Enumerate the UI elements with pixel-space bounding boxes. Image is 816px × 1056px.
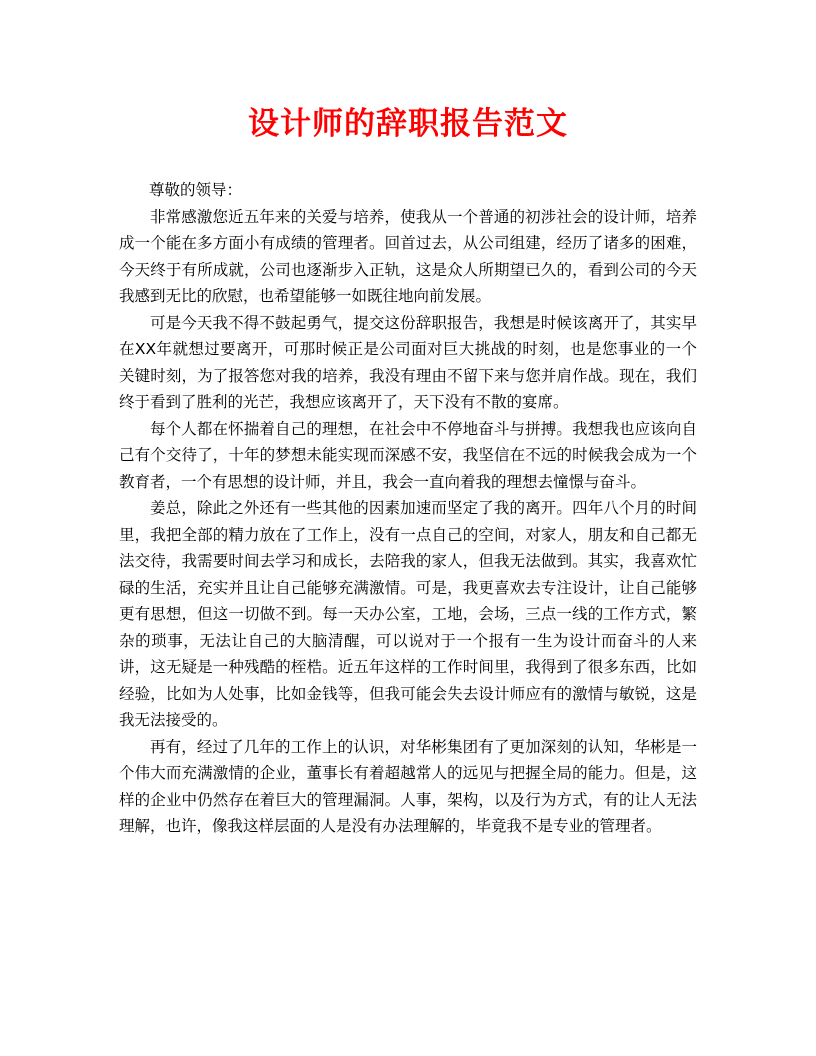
document-title: 设计师的辞职报告范文 [248,106,568,142]
paragraph-4: 姜总，除此之外还有一些其他的因素加速而坚定了我的离开。四年八个月的时间里，我把全部的精力放在了工作上，没有一点自己的空间，对家人，朋友和自己都无法交待，我需要时间去学习和成长，去陪我的家人，但我无法做到。其实，我喜欢忙碌的生活，充实并且让自己能够充满激情。可是，我更喜欢去专注设计，让自己能够更有思想，但这一切做不到。每一天办公室，工地，会场，三点一线的工作方式，繁杂的琐事，无法让自己的大脑清醒，可以说对于一个报有一生为设计而奋斗的人来讲，这无疑是一种残酷的桎梏。近五年这样的工作时间里，我得到了很多东西，比如经验，比如为人处事，比如金钱等，但我可能会失去设计师应有的激情与敏锐，这是我无法接受的。 [119,499,697,729]
paragraph-1: 非常感激您近五年来的关爱与培养，使我从一个普通的初涉社会的设计师，培养成一个能在多方面小有成绩的管理者。回首过去，从公司组建，经历了诸多的困难，今天终于有所成就，公司也逐渐步入正轨，这是众人所期望已久的，看到公司的今天我感到无比的欣慰，也希望能够一如既往地向前发展。 [119,207,697,305]
salutation: 尊敬的领导： [149,181,243,199]
paragraph-5: 再有，经过了几年的工作上的认识，对华彬集团有了更加深刻的认知，华彬是一个伟大而充满激情的企业，董事长有着超越常人的远见与把握全局的能力。但是，这样的企业中仍然存在着巨大的管理漏洞。人事，架构，以及行为方式，有的让人无法理解，也许，像我这样层面的人是没有办法理解的，毕竟我不是专业的管理者。 [119,737,697,835]
document-body [119,177,697,840]
paragraph-2: 可是今天我不得不鼓起勇气，提交这份辞职报告，我想是时候该离开了，其实早在XX年就想过要离开，可那时候正是公司面对巨大挑战的时刻，也是您事业的一个关键时刻，为了报答您对我的培养，我没有理由不留下来与您并肩作战。现在，我们终于看到了胜利的光芒，我想应该离开了，天下没有不散的宴席。 [119,313,697,411]
paragraph-3: 每个人都在怀揣着自己的理想，在社会中不停地奋斗与拼搏。我想我也应该向自己有个交待了，十年的梦想未能实现而深感不安，我坚信在不远的时候我会成为一个教育者，一个有思想的设计师，并且，我会一直向着我的理想去憧憬与奋斗。 [119,419,697,491]
